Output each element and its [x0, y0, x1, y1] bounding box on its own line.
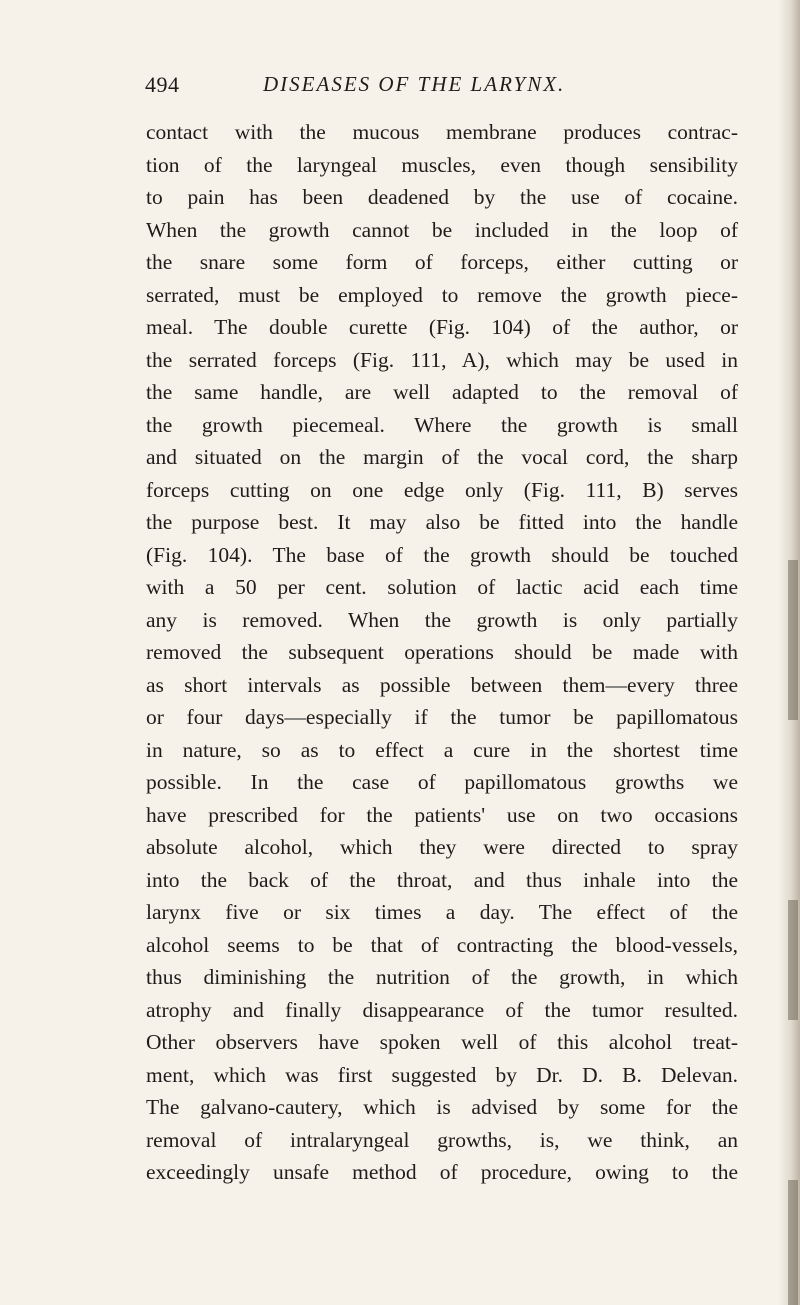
text-line: atrophy and finally disappearance of the tumor resulted.: [146, 997, 738, 1022]
text-line: The galvano-cautery, which is advised by some for the: [146, 1095, 738, 1119]
text-line: and situated on the margin of the vocal cord, the sharp: [146, 445, 738, 469]
text-line: or four days—especially if the tumor be papillomatous: [146, 705, 738, 729]
text-line: as short intervals as possible between them—every three: [146, 672, 738, 697]
text-line: Other observers have spoken well of this alcohol treat-: [146, 1030, 738, 1054]
text-line: the snare some form of forceps, either cutting or: [146, 250, 738, 274]
text-line: the same handle, are well adapted to the removal of: [146, 380, 738, 404]
text-line: possible. In the case of papillomatous growths we: [146, 770, 738, 794]
text-line: removal of intralaryngeal growths, is, we think, an: [146, 1127, 738, 1152]
page-number: 494: [145, 72, 180, 97]
text-line: When the growth cannot be included in the loop of: [146, 217, 738, 242]
running-title: DISEASES OF THE LARYNX.: [263, 72, 566, 96]
text-line: into the back of the throat, and thus inhale into the: [146, 867, 738, 892]
page-edge-mark: [788, 900, 798, 1020]
text-line: removed the subsequent operations should be made with: [146, 640, 738, 664]
text-line: to pain has been deadened by the use of cocaine.: [146, 185, 738, 209]
text-line: meal. The double curette (Fig. 104) of the author, or: [146, 315, 738, 339]
text-line: the growth piecemeal. Where the growth is small: [146, 412, 738, 437]
running-head: [145, 72, 757, 102]
text-line: absolute alcohol, which they were directed to spray: [146, 835, 738, 859]
text-line: forceps cutting on one edge only (Fig. 111, B) serves: [146, 477, 738, 502]
page-edge-mark: [788, 1180, 798, 1305]
page-edge-mark: [788, 560, 798, 720]
text-line: the purpose best. It may also be fitted into the handle: [146, 510, 738, 534]
text-line: alcohol seems to be that of contracting the blood-vessels,: [146, 932, 738, 957]
text-line: in nature, so as to effect a cure in the shortest time: [146, 737, 738, 762]
text-line: with a 50 per cent. solution of lactic acid each time: [146, 575, 738, 599]
text-line: serrated, must be employed to remove the growth piece-: [146, 282, 738, 307]
body-text: [146, 116, 738, 1189]
text-line: any is removed. When the growth is only partially: [146, 607, 738, 632]
text-line: ment, which was first suggested by Dr. D. B. Delevan.: [146, 1062, 738, 1087]
text-line: exceedingly unsafe method of procedure, owing to the: [146, 1160, 738, 1184]
text-line: tion of the laryngeal muscles, even though sensibility: [146, 152, 738, 177]
text-line: (Fig. 104). The base of the growth should be touched: [146, 542, 738, 567]
text-line: larynx five or six times a day. The effect of the: [146, 900, 738, 924]
text-line: have prescribed for the patients' use on two occasions: [146, 802, 738, 827]
text-line: contact with the mucous membrane produces contrac-: [146, 120, 738, 144]
text-line: the serrated forceps (Fig. 111, A), which may be used in: [146, 347, 738, 372]
text-line: thus diminishing the nutrition of the growth, in which: [146, 965, 738, 989]
